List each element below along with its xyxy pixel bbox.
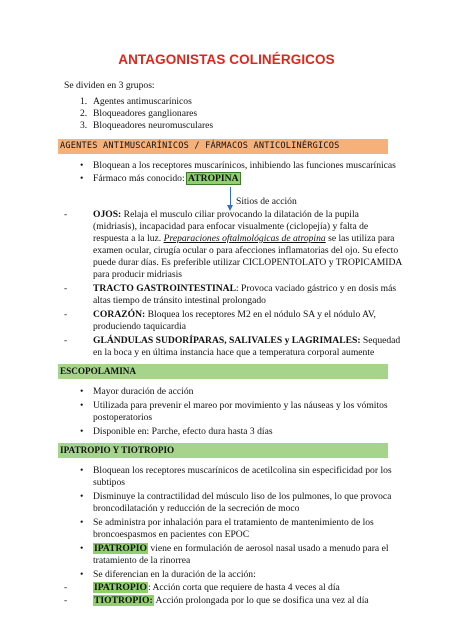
section-3-bullet-3-line-2: broncoespasmos en pacientes con EPOC [93, 529, 250, 540]
section-2-heading: ESCOPOLAMINA [60, 366, 137, 376]
group-item-2: Bloqueadores ganglionares [93, 108, 198, 119]
sites-label: Sitios de acción [236, 196, 297, 207]
ipatropio-duration-text: : Acción corta que requiere de hasta 4 veces al día [147, 582, 340, 593]
eyes-line-1 [93, 209, 359, 221]
eyes-line-6: para producir midriasis [93, 269, 182, 280]
bullet-dot: • [80, 173, 84, 184]
eyes-line-3 [93, 233, 394, 245]
glands-line-1 [93, 335, 400, 347]
group-num-2: 2. [80, 108, 88, 119]
bullet-dot: • [80, 160, 84, 171]
bullet-dot: • [80, 543, 84, 554]
glands-label: GLÁNDULAS SUDORÍPARAS, SALIVALES y LAGRIMALES: [93, 335, 361, 346]
eyes-text-3c: se las utiliza para [325, 233, 395, 244]
group-item-1: Agentes antimuscarínicos [93, 96, 192, 107]
dash: - [64, 209, 68, 220]
section-2-bullet-2-line-1: Utilizada para prevenir el mareo por movimiento y las náuseas y los vómitos [93, 400, 388, 411]
section-1-bullet-2 [93, 173, 240, 185]
glands-line-2: en la boca y en última instancia hace que a temperatura corporal aumente [93, 347, 375, 358]
dash: - [64, 335, 68, 346]
gi-line-2: altas tiempo de tránsito intestinal prolongado [93, 295, 266, 306]
eyes-line-5: puede durar días. Es preferible utilizar CICLOPENTOLATO y TROPICAMIDA [93, 257, 403, 268]
eyes-line-2: (midriasis), incapacidad para enfocar visualmente (ciclopejía) y falta de [93, 221, 369, 232]
gi-line-1 [93, 283, 396, 295]
gi-text-1: : Provoca vaciado gástrico y en dosis más [235, 283, 397, 294]
section-3-heading: IPATROPIO Y TIOTROPIO [60, 445, 175, 455]
heart-line-1 [93, 309, 376, 321]
section-3-bullet-2-line-1: Disminuye la contractilidad del músculo liso de los pulmones, lo que provoca [93, 491, 392, 502]
bullet-dot: • [80, 426, 84, 437]
section-3-bullet-5: Se diferencian en la duración de la acción: [93, 569, 256, 580]
group-num-1: 1. [80, 96, 88, 107]
ipatropio-highlight: IPATROPIO [94, 543, 147, 554]
tiotropio-duration-text: Acción prolongada por lo que se dosifica una vez al día [153, 595, 369, 606]
eyes-line-4: examen ocular, cirugía ocular o para afecciones inflamatorias del ojo. Su efecto [93, 245, 399, 256]
section-3-bullet-4-text: viene en formulación de aerosol nasal usado a menudo para el [147, 543, 389, 554]
section-3-bullet-2-line-2: broncodilatación y reducción de la secreción de moco [93, 503, 300, 514]
section-2-bullet-1: Mayor duración de acción [93, 386, 194, 397]
heart-text-1: Bloquea los receptores M2 en el nódulo SA y el nódulo AV, [145, 309, 376, 320]
duration-ipatropio [93, 582, 340, 594]
tiotropio-label: TIOTROPIO: [94, 595, 153, 606]
bullet-dot: • [80, 400, 84, 411]
section-3-bullet-3-line-1: Se administra por inhalación para el tratamiento de mantenimiento de los [93, 517, 374, 528]
section-3-bullet-1-line-2: subtipos [93, 477, 125, 488]
eyes-text-3b: Preparaciones oftalmológicas de atropina [163, 233, 326, 244]
dash: - [64, 595, 68, 606]
bullet-2-prefix: Fármaco más conocido: [93, 173, 188, 184]
section-1-bullet-1: Bloquean a los receptores muscarínicos, inhibiendo las funciones muscarínicas [93, 160, 396, 171]
intro-text: Se dividen en 3 grupos: [64, 80, 155, 91]
page-title: ANTAGONISTAS COLINÉRGICOS [118, 52, 335, 67]
section-2-bullet-3: Disponible en: Parche, efecto dura hasta 3 días [93, 426, 273, 437]
eyes-label: OJOS: [93, 209, 122, 220]
group-item-3: Bloqueadores neuromusculares [93, 120, 214, 131]
bullet-dot: • [80, 465, 84, 476]
bullet-dot: • [80, 569, 84, 580]
heart-label: CORAZÓN: [93, 309, 146, 320]
dash: - [64, 582, 68, 593]
section-1-heading: AGENTES ANTIMUSCARÍNICOS / FÁRMACOS ANTICOLINÉRGICOS [60, 141, 340, 151]
duration-tiotropio [93, 595, 369, 607]
section-3-bullet-4-line-2: tratamiento de la rinorrea [93, 555, 191, 566]
section-3-bullet-1-line-1: Bloquean los receptores muscarínicos de acetilcolina sin especificidad por los [93, 465, 392, 476]
atropina-highlight: ATROPINA [188, 173, 239, 184]
bullet-dot: • [80, 517, 84, 528]
glands-text-1: Sequedad [360, 335, 401, 346]
gi-label: TRACTO GASTROINTESTINAL [93, 283, 236, 294]
eyes-text-1: Relaja el musculo ciliar provocando la dilatación de la pupila [121, 209, 359, 220]
ipatropio-label: IPATROPIO [94, 582, 147, 593]
bullet-dot: • [80, 386, 84, 397]
section-2-bullet-2-line-2: postoperatorios [93, 412, 153, 423]
heart-line-2: produciendo taquicardia [93, 321, 186, 332]
eyes-text-3a: respuesta a la luz. [93, 233, 164, 244]
dash: - [64, 309, 68, 320]
bullet-dot: • [80, 491, 84, 502]
section-3-bullet-4-line-1 [93, 543, 389, 555]
dash: - [64, 283, 68, 294]
group-num-3: 3. [80, 120, 88, 131]
